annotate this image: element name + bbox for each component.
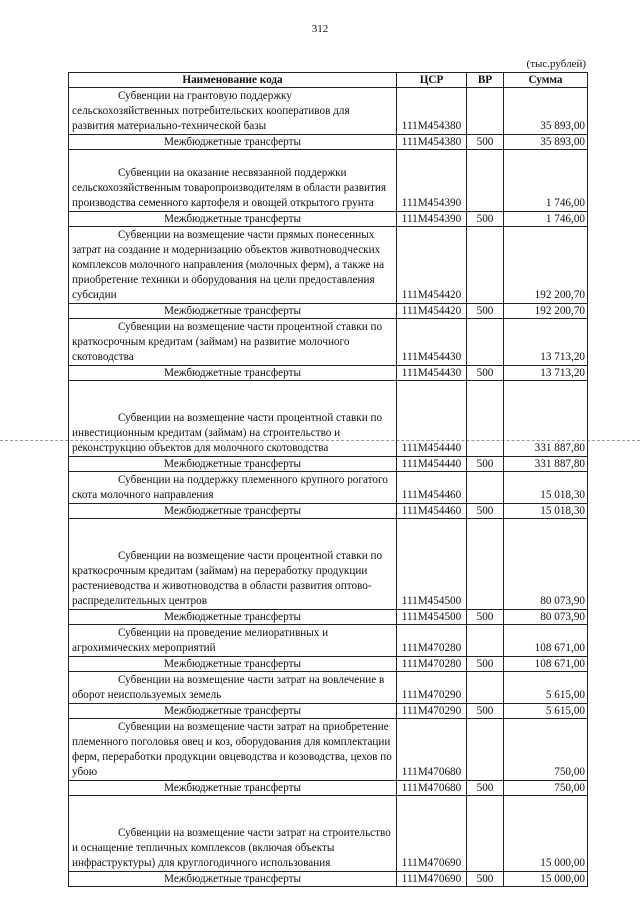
row-vr (467, 227, 504, 304)
header-name: Наименование кода (69, 73, 397, 88)
row-csr: 111M454380 (397, 135, 467, 150)
transfer-row (69, 504, 588, 519)
row-sum: 35 893,00 (504, 88, 588, 135)
row-name-text: Межбюджетные трансферты (164, 136, 301, 148)
row-name-text: Межбюджетные трансферты (164, 213, 301, 225)
row-vr: 500 (467, 657, 504, 672)
row-csr: 111M470690 (397, 872, 467, 887)
row-vr: 500 (467, 212, 504, 227)
row-name-text: Субвенции на возмещение части затрат на строительство и оснащение тепличных комплексов (включая объекты инфраструктуры) для круглогодичного использования (72, 827, 391, 869)
header-csr: ЦСР (397, 73, 467, 88)
transfer-row (69, 135, 588, 150)
row-name-text: Субвенции на поддержку племенного крупного рогатого скота молочного направления (72, 474, 388, 501)
row-csr: 111M454460 (397, 504, 467, 519)
transfer-row (69, 657, 588, 672)
row-sum: 13 713,20 (504, 366, 588, 381)
row-name-text: Межбюджетные трансферты (164, 658, 301, 670)
row-csr: 111M454440 (397, 457, 467, 472)
page-number: 312 (311, 23, 329, 35)
table-body (69, 88, 588, 887)
row-name-text: Субвенции на возмещение части процентной ставки по инвестиционным кредитам (займам) на строительство и реконструкцию объектов для молочного скотоводства (72, 412, 383, 454)
row-csr: 111M470280 (397, 625, 467, 657)
row-csr: 111M454440 (397, 381, 467, 457)
subsidy-row (69, 227, 588, 304)
row-csr: 111M454420 (397, 227, 467, 304)
row-name (69, 381, 397, 457)
row-name-text: Межбюджетные трансферты (164, 705, 301, 717)
header-sum: Сумма (504, 73, 588, 88)
row-name (69, 872, 397, 887)
row-csr: 111M470690 (397, 796, 467, 872)
row-vr (467, 625, 504, 657)
row-vr (467, 472, 504, 504)
row-vr (467, 796, 504, 872)
subsidy-row (69, 150, 588, 212)
row-vr: 500 (467, 781, 504, 796)
row-vr (467, 719, 504, 781)
row-name (69, 625, 397, 657)
subsidy-row (69, 625, 588, 657)
row-name (69, 519, 397, 610)
row-name (69, 135, 397, 150)
row-csr: 111M470290 (397, 704, 467, 719)
row-name-text: Субвенции на возмещение части затрат на приобретение племенного поголовья овец и коз, оборудования для комплектации ферм, переработки продукции овцеводства и козоводства, цехов по убою (72, 721, 392, 778)
units-label: (тыс.рублей) (526, 58, 586, 70)
row-name-text: Межбюджетные трансферты (164, 611, 301, 623)
subsidy-row (69, 519, 588, 610)
row-vr (467, 672, 504, 704)
transfer-row (69, 366, 588, 381)
row-sum: 15 018,30 (504, 472, 588, 504)
row-sum: 80 073,90 (504, 610, 588, 625)
row-vr: 500 (467, 610, 504, 625)
row-sum: 15 018,30 (504, 504, 588, 519)
row-sum: 108 671,00 (504, 657, 588, 672)
row-vr (467, 519, 504, 610)
row-vr (467, 88, 504, 135)
row-name-text: Межбюджетные трансферты (164, 458, 301, 470)
row-name (69, 704, 397, 719)
row-vr: 500 (467, 304, 504, 319)
row-vr (467, 381, 504, 457)
row-sum: 80 073,90 (504, 519, 588, 610)
row-name (69, 304, 397, 319)
row-name (69, 657, 397, 672)
transfer-row (69, 781, 588, 796)
row-csr: 111M454500 (397, 610, 467, 625)
row-csr: 111M470280 (397, 657, 467, 672)
row-csr: 111M454380 (397, 88, 467, 135)
row-name (69, 781, 397, 796)
row-name (69, 472, 397, 504)
row-name (69, 504, 397, 519)
subsidy-row (69, 319, 588, 366)
transfer-row (69, 304, 588, 319)
row-sum: 750,00 (504, 781, 588, 796)
row-csr: 111M470680 (397, 719, 467, 781)
row-sum: 5 615,00 (504, 704, 588, 719)
row-name (69, 88, 397, 135)
row-name (69, 227, 397, 304)
row-name (69, 457, 397, 472)
row-name-text: Межбюджетные трансферты (164, 873, 301, 885)
row-name (69, 796, 397, 872)
row-name-text: Субвенции на возмещение части процентной ставки по краткосрочным кредитам (займам) на развитие молочного скотоводства (72, 321, 383, 363)
transfer-row (69, 212, 588, 227)
row-name (69, 319, 397, 366)
header-vr: ВР (467, 73, 504, 88)
row-vr: 500 (467, 704, 504, 719)
transfer-row (69, 457, 588, 472)
row-sum: 15 000,00 (504, 872, 588, 887)
subsidy-row (69, 381, 588, 457)
row-name (69, 366, 397, 381)
row-vr: 500 (467, 504, 504, 519)
row-name-text: Межбюджетные трансферты (164, 782, 301, 794)
row-csr: 111M470680 (397, 781, 467, 796)
row-name (69, 672, 397, 704)
row-csr: 111M454430 (397, 319, 467, 366)
transfer-row (69, 610, 588, 625)
subsidy-row (69, 719, 588, 781)
row-sum: 192 200,70 (504, 304, 588, 319)
row-sum: 35 893,00 (504, 135, 588, 150)
row-sum: 750,00 (504, 719, 588, 781)
row-sum: 1 746,00 (504, 150, 588, 212)
row-csr: 111M454390 (397, 212, 467, 227)
row-sum: 192 200,70 (504, 227, 588, 304)
budget-table (68, 72, 588, 887)
row-vr: 500 (467, 457, 504, 472)
subsidy-row (69, 796, 588, 872)
row-name-text: Субвенции на возмещение части процентной ставки по краткосрочным кредитам (займам) на переработку продукции растениеводства и животноводства в области развития оптово-распределительных центров (72, 550, 383, 607)
row-name-text: Субвенции на оказание несвязанной поддержки сельскохозяйственным товаропроизводителям в области развития производства семенного картофеля и овощей открытого грунта (72, 167, 386, 209)
row-vr: 500 (467, 135, 504, 150)
row-name (69, 610, 397, 625)
transfer-row (69, 872, 588, 887)
row-vr: 500 (467, 872, 504, 887)
row-name (69, 150, 397, 212)
row-sum: 5 615,00 (504, 672, 588, 704)
row-csr: 111M454500 (397, 519, 467, 610)
row-csr: 111M470290 (397, 672, 467, 704)
row-sum: 1 746,00 (504, 212, 588, 227)
row-name-text: Межбюджетные трансферты (164, 305, 301, 317)
row-sum: 331 887,80 (504, 457, 588, 472)
row-name-text: Субвенции на грантовую поддержку сельскохозяйственных потребительских кооперативов для развития материально-технической базы (72, 90, 350, 132)
row-csr: 111M454460 (397, 472, 467, 504)
row-sum: 331 887,80 (504, 381, 588, 457)
row-name-text: Субвенции на возмещение части прямых понесенных затрат на создание и модернизацию объектов животноводческих комплексов молочного направления (молочных ферм), а также на приобретение техники и оборудования на цели предоставления субсидии (72, 229, 385, 301)
row-name (69, 212, 397, 227)
subsidy-row (69, 88, 588, 135)
row-sum: 15 000,00 (504, 796, 588, 872)
row-csr: 111M454390 (397, 150, 467, 212)
row-csr: 111M454430 (397, 366, 467, 381)
row-name-text: Субвенции на возмещение части затрат на вовлечение в оборот неиспользуемых земель (72, 674, 385, 701)
row-csr: 111M454420 (397, 304, 467, 319)
row-vr: 500 (467, 366, 504, 381)
row-name-text: Межбюджетные трансферты (164, 505, 301, 517)
table-header-row (69, 73, 588, 88)
row-name (69, 719, 397, 781)
row-vr (467, 150, 504, 212)
row-name-text: Межбюджетные трансферты (164, 367, 301, 379)
row-sum: 13 713,20 (504, 319, 588, 366)
row-vr (467, 319, 504, 366)
transfer-row (69, 704, 588, 719)
subsidy-row (69, 472, 588, 504)
subsidy-row (69, 672, 588, 704)
row-name-text: Субвенции на проведение мелиоративных и агрохимических мероприятий (72, 627, 329, 654)
row-sum: 108 671,00 (504, 625, 588, 657)
